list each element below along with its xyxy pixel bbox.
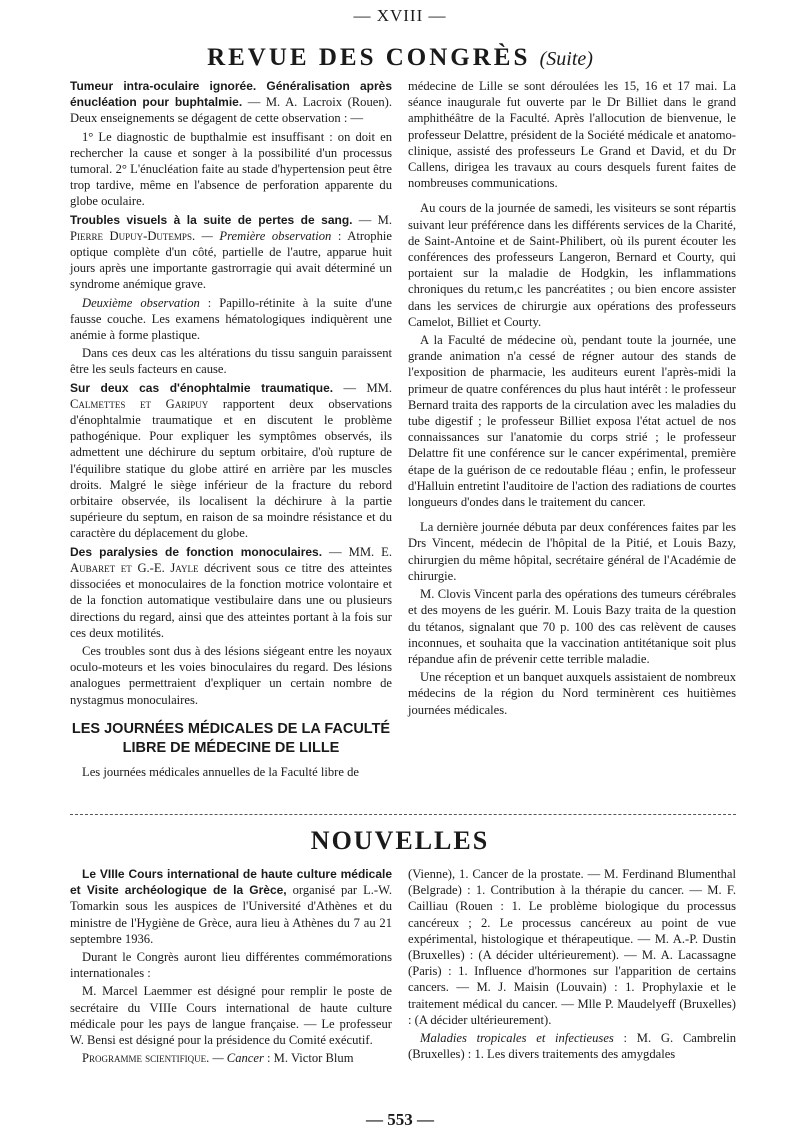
news-text: : M. G. Cambrelin (Bruxelles) : 1. Les divers traitements des amygdales <box>408 1031 736 1062</box>
news-text: : M. Victor Blum <box>263 1051 354 1066</box>
paragraph: Les journées médicales annuelles de la Faculté libre de <box>82 764 359 779</box>
right-column-top <box>408 78 736 720</box>
article-lacroix <box>70 78 392 127</box>
article-author: — M. Pierre Dupuy-Dutemps. <box>70 212 392 243</box>
page-title-text: REVUE DES CONGRÈS <box>207 44 531 71</box>
left-column-bottom <box>70 866 392 1068</box>
paragraph: Au cours de la journée de samedi, les visiteurs se sont répartis suivant leur préférence dans les différents services de la Charité, de Saint-Antoine et de Saint-Philibert, où ils purent écouter les conférences des professeurs Langeron, Bernard et Courty, qui portaient sur la maladie de Hodgkin, les inflammations chroniques du retum,c les pancréatites ; ou bien encore assister dans les services de chirurgie aux opérations des professeurs Camelot, Billiet et Courty. <box>408 201 736 329</box>
article-author: — MM. Calmettes et Garipuy <box>70 380 392 411</box>
paragraph: Une réception et un banquet auxquels assistaient de nombreux médecins de la région du Nord terminèrent ces huitièmes journées médicales. <box>408 670 736 717</box>
article-text: : Papillo-rétinite à la suite d'une fausse couche. Les examens hématologiques indiquèrent une anémie à forme plastique. <box>70 295 392 343</box>
news-text: organisé par L.-W. Tomarkin sous les auspices de l'Université d'Athènes et du ministre de l'Hygiène de Grèce, aura lieu à Athènes du 7 au 21 septembre 1936. <box>70 883 392 946</box>
paragraph: La dernière journée débuta par deux conférences faites par les Drs Vincent, médecin de l'hôpital de la Pitié, et Louis Bazy, chirurgien du même hôpital, secrétaire général de l'Académie de chirurgie. <box>408 520 736 583</box>
article-dupuy <box>70 212 392 293</box>
news-item <box>70 866 392 947</box>
article-heading: Sur deux cas d'énophtalmie traumatique. <box>70 380 334 395</box>
article-text: décrivent sous ce titre des atteintes dissociées et monoculaires de la fonction motrice volontaire et de la fonction automatique vestibulaire dans une ou plusieurs directions du regard, ainsi que des atteintes portant à la fois sur ces deux motilités. <box>70 560 392 640</box>
section-divider <box>70 814 736 815</box>
article-heading: Des paralysies de fonction monoculaires. <box>70 544 323 559</box>
page-number: — 553 — <box>366 1110 434 1129</box>
article-author: — M. A. Lacroix (Rouen). <box>242 95 392 110</box>
program-label: Programme scientifique. <box>82 1051 210 1066</box>
article-aubaret <box>70 544 392 641</box>
section-roman-numeral: — XVIII — <box>353 6 447 25</box>
section-heading-lille <box>70 720 392 758</box>
left-column-top <box>70 78 392 782</box>
paragraph: médecine de Lille se sont déroulées les 15, 16 et 17 mai. La séance inaugurale fut ouverte par le Dr Billiet dans le grand amphithéâtre de la Faculté. Après l'allocution de bienvenue, le professeur Delattre, président de la Société médicale et anatomo-clinique, assisté des professeurs Le Grand et David, et du Dr Callens, dirigea les travaux au cours desquels furent faites de nombreuses communications. <box>408 79 736 191</box>
paragraph: Dans ces deux cas les altérations du tissu sanguin paraissent être les seuls facteurs en cause. <box>70 346 392 377</box>
paragraph: 1° Le diagnostic de bupthalmie est insuffisant : on doit en rechercher la cause et songer à la possibilité d'un processus tumoral. 2° L'énucléation faite au stade d'hypertension peut être trop tardive, même en l'absence de perforation apparente du globe oculaire. <box>70 129 392 209</box>
page-title <box>0 44 800 72</box>
paragraph <box>70 295 392 344</box>
paragraph: M. Marcel Laemmer est désigné pour remplir le poste de secrétaire du VIIIe Cours international de haute culture médicale pour les pays de langue française. — Le professeur W. Bensi est désigné pour la présidence du Comité exécutif. <box>70 984 392 1048</box>
article-text: rapportent deux observations d'énophtalmie traumatique et en discutent le problème pathogénique. Pour expliquer les symptômes observés, ils admettent une déchirure du septum orbitaire, d'où rupture de l'équilibre statique du globe attiré en arrière par les muscles droits. Malgré le siège inférieur de la fracture du rebord orbitaire observée, ils localisent la déchirure à la partie supérieure du septum, en raison de sa moindre résistance et du caractère du déplacement du globe. <box>70 396 392 541</box>
article-heading: Tumeur intra-oculaire ignorée. Généralisation après énucléation pour buphtalmie. <box>70 79 392 110</box>
article-calmettes <box>70 380 392 542</box>
paragraph: Ces troubles sont dus à des lésions siégeant entre les noyaux oculo-moteurs et les voies binoculaires du regard. Des lésions analogues permettraient d'expliquer un certain nombre de nystagmus monoculaires. <box>70 643 392 707</box>
observation-label: — Première observation <box>195 228 332 243</box>
news-heading: Le VIIIe Cours international de haute culture médicale et Visite archéologique de la Grèce, <box>70 867 392 898</box>
page-title-suite: (Suite) <box>539 48 593 70</box>
article-heading: Troubles visuels à la suite de pertes de sang. <box>70 212 353 227</box>
right-column-bottom <box>408 866 736 1064</box>
paragraph <box>70 1050 392 1066</box>
article-text: Deux enseignements se dégagent de cette observation : — <box>70 111 364 126</box>
observation-label: Deuxième observation <box>82 295 200 310</box>
section-heading-line: LIBRE DE MÉDECINE DE LILLE <box>122 739 340 756</box>
paragraph: A la Faculté de médecine où, pendant toute la journée, une grande animation n'a cessé de régner autour des stands de l'exposition de pharmacie, les auditeurs eurent l'après-midi la primeur de quatre conférences du plus haut intérêt : le professeur Bernard traita des rapports de la circulation avec les maladies du tube digestif ; le professeur Billiet exposa l'état actuel de nos connaissances sur l'anatomie du corps strié ; le professeur Delattre fit une conférence sur le cancer expérimental, première étape de la guérison de ce redoutable fléau ; enfin, le professeur d'Halluin entretint l'auditoire de l'action des radiations de courtes longueurs d'ondes dans le traitement du cancer. <box>408 333 736 510</box>
article-text: : Atrophie optique complète d'un côté, partielle de l'autre, apparue huit jours après une importante gastrorragie qui avait déterminé un syndrome anémique grave. <box>70 228 392 292</box>
program-topic: Maladies tropicales et infectieuses <box>420 1031 614 1046</box>
program-topic: — Cancer <box>209 1051 264 1066</box>
nouvelles-title: NOUVELLES <box>310 826 490 855</box>
article-author: — MM. E. Aubaret et G.-E. Jayle <box>70 544 392 575</box>
paragraph <box>408 1030 736 1062</box>
paragraph: Durant le Congrès auront lieu différentes commémorations internationales : <box>70 950 392 981</box>
paragraph: (Vienne), 1. Cancer de la prostate. — M. Ferdinand Blumenthal (Belgrade) : 1. Contribution à la thérapie du cancer. — M. F. Cailliau (Rouen : 1. Le problème biologique du processus cancéreux ; 2. Le processus cancéreux au point de vue expérimental, histologique et thérapeutique. — M. A.-P. Dustin (Bruxelles) : (A décider ultérieurement). — M. A. Lacassagne (Paris) : 1. Influence d'hormones sur l'apparition de certains cancers. — M. J. Maisin (Louvain) : 1. Prophylaxie et le traitement médical du cancer. — Mlle P. Maudelyeff (Bruxelles) : (A décider ultérieurement). <box>408 867 736 1027</box>
section-heading-line: LES JOURNÉES MÉDICALES DE LA FACULTÉ <box>71 720 391 737</box>
paragraph: M. Clovis Vincent parla des opérations des tumeurs cérébrales et des moyens de les guérir. M. Louis Bazy traita de la question du tétanos, signalant que 70 p. 100 des cas relèvent de causes inconnues, et souhaita que la vaccination antitétanique soit plus répandue afin de prévenir cette terrible maladie. <box>408 587 736 666</box>
